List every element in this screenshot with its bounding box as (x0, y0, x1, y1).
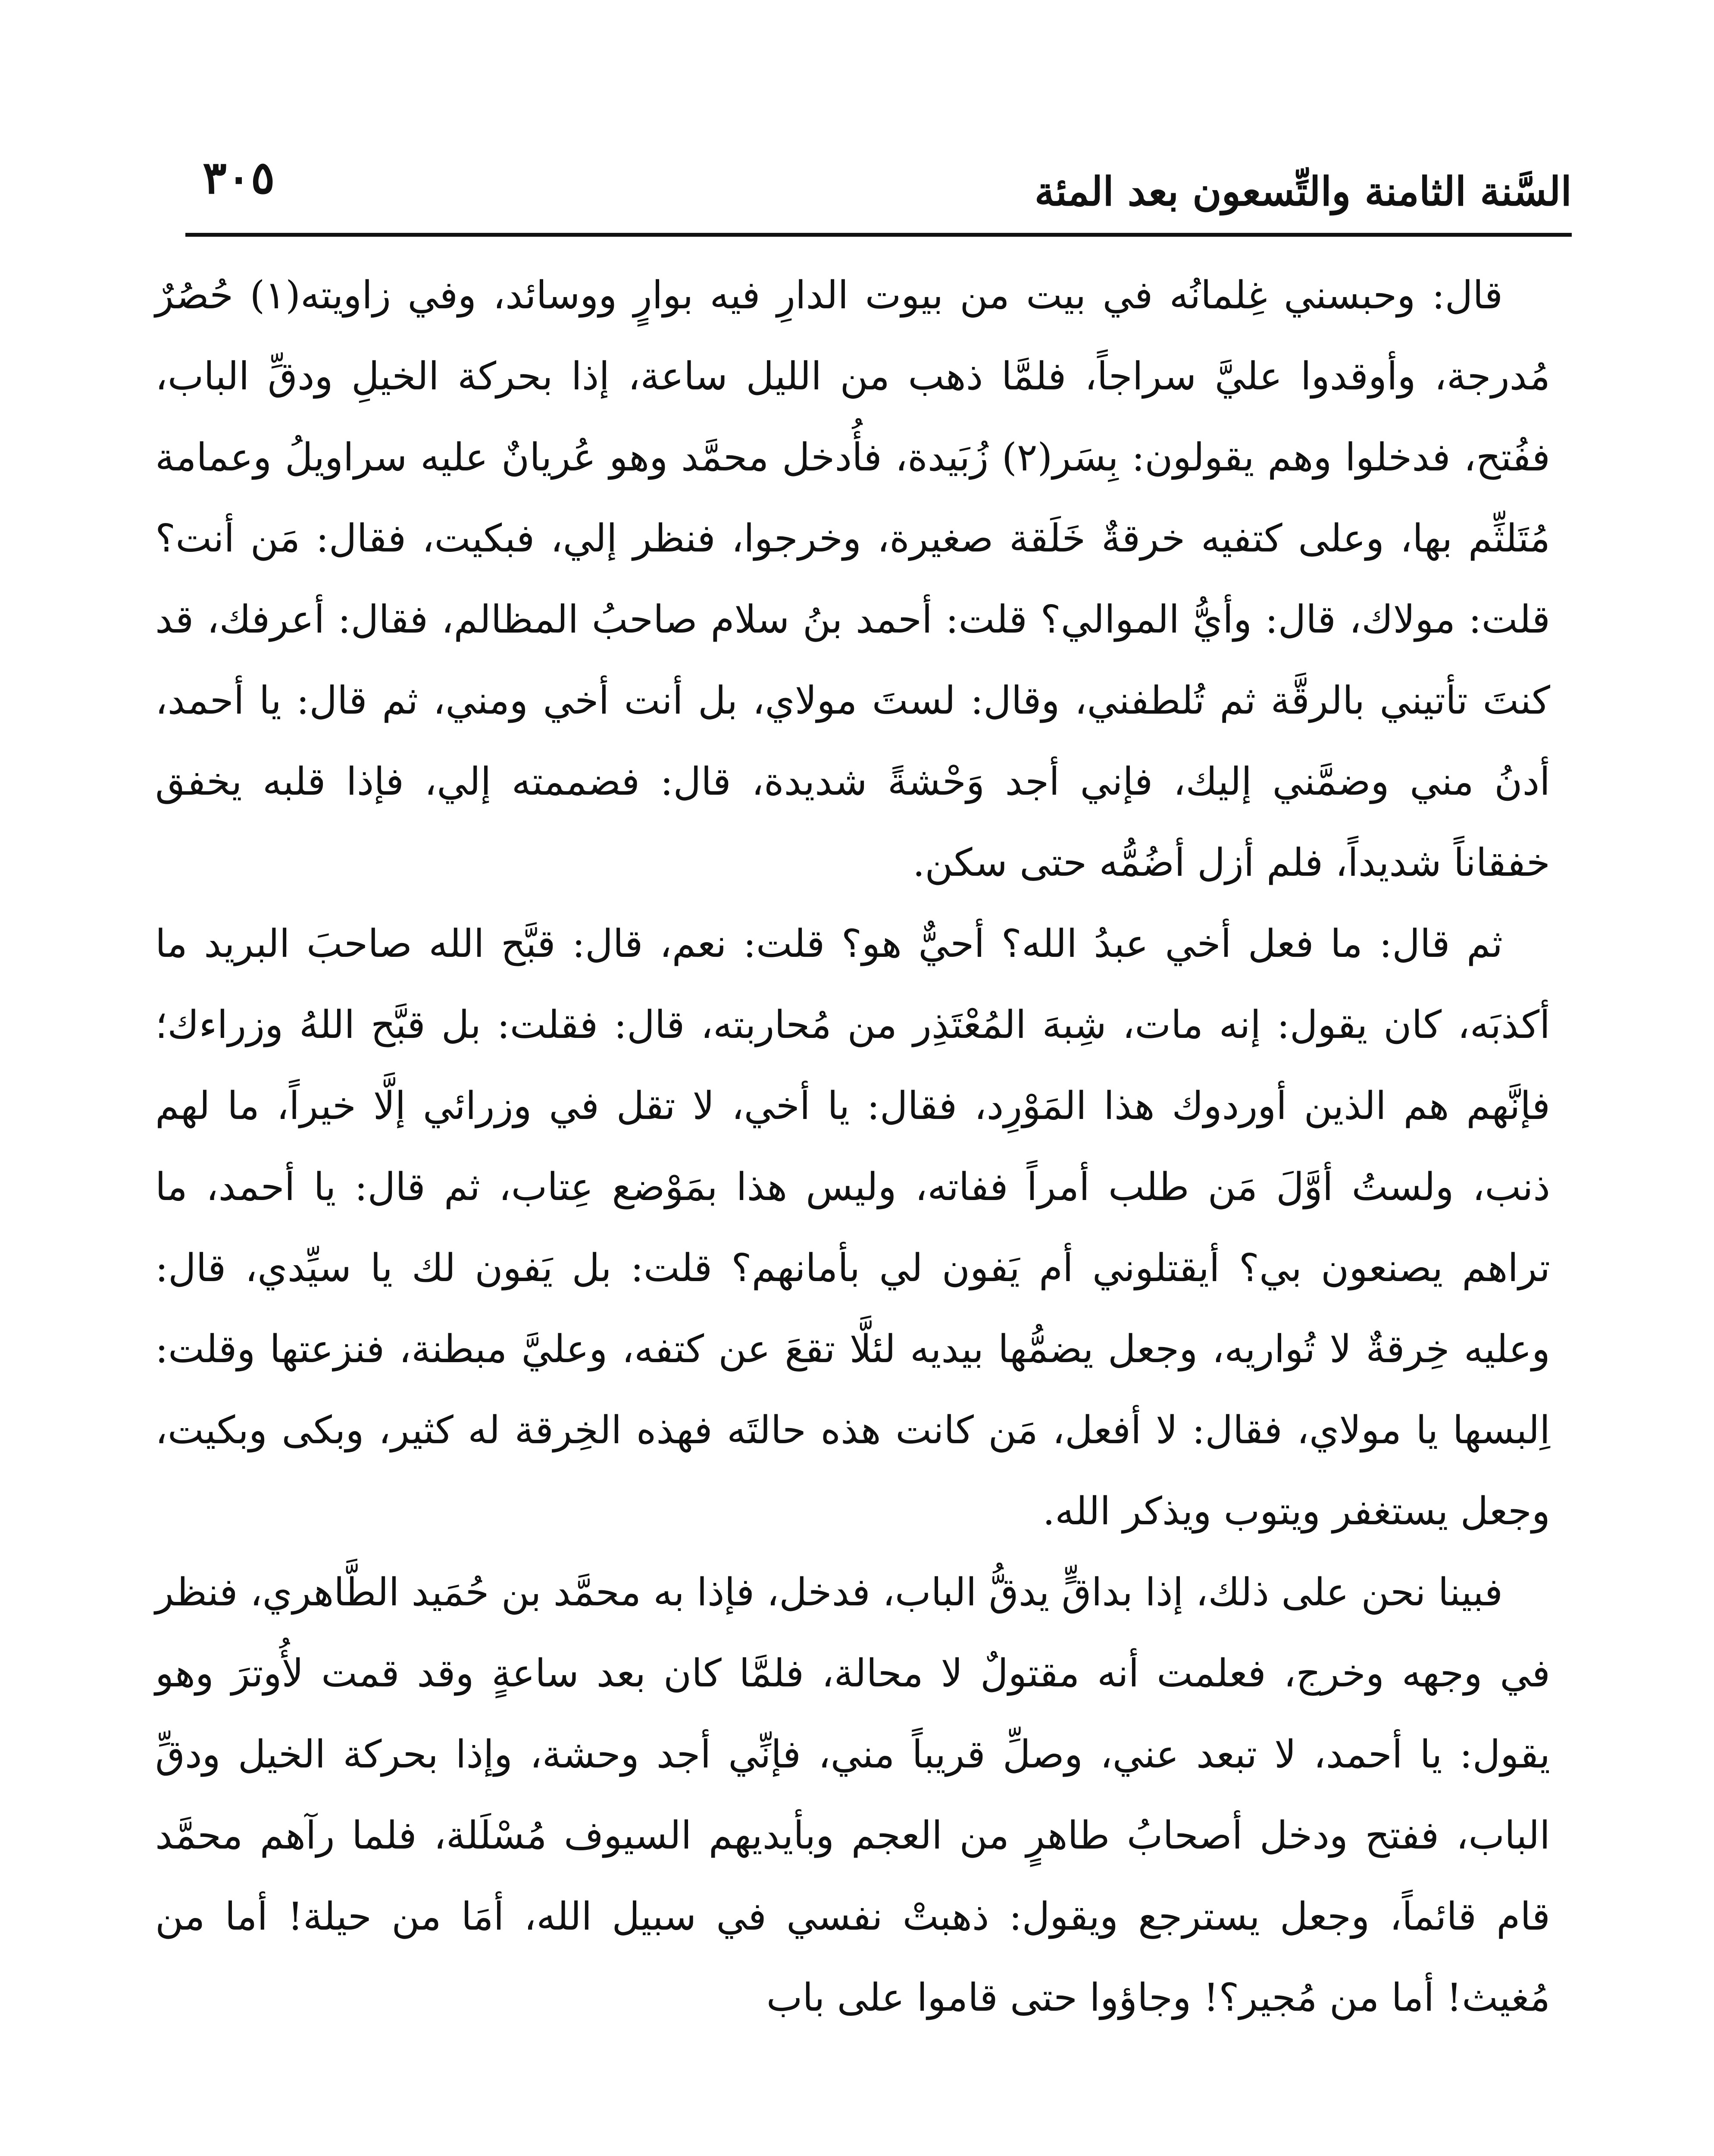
paragraph-3: فبينا نحن على ذلك، إذا بداقٍّ يدقُّ الباب، فدخل، فإذا به محمَّد بن حُمَيد الطَّاهري، فنظر في وجهه وخرج، فعلمت أنه مقتولٌ لا محالة، فلمَّا كان بعد ساعةٍ وقد قمت لأُوترَ وهو يقول: يا أحمد، لا تبعد عني، وصلِّ قريباً مني، فإنِّي أجد وحشة، وإذا بحركة الخيل ودقِّ الباب، ففتح ودخل أصحابُ طاهرٍ من العجم وبأيديهم السيوف مُسْلَلة، فلما رآهم محمَّد قام قائماً، وجعل يسترجع ويقول: ذهبتْ نفسي في سبيل الله، أمَا من حيلة! أما من مُغيث! أما من مُجير؟! وجاؤوا حتى قاموا على باب (155, 1570, 1550, 2020)
paragraph-1: قال: وحبسني غِلمانُه في بيت من بيوت الدارِ فيه بوارٍ ووسائد، وفي زاويته(١) حُصُرٌ مُدرجة، وأوقدوا عليَّ سراجاً، فلمَّا ذهب من الليل ساعة، إذا بحركة الخيلِ ودقِّ الباب، ففُتح، فدخلوا وهم يقولون: بِسَر(٢) زُبَيدة، فأُدخل محمَّد وهو عُريانٌ عليه سراويلُ وعمامة مُتَلثِّم بها، وعلى كتفيه خرقةٌ خَلَقة صغيرة، وخرجوا، فنظر إلي، فبكيت، فقال: مَن أنت؟ قلت: مولاك، قال: وأيُّ الموالي؟ قلت: أحمد بنُ سلام صاحبُ المظالم، فقال: أعرفك، قد كنتَ تأتيني بالرقَّة ثم تُلطفني، وقال: لستَ مولاي، بل أنت أخي ومني، ثم قال: يا أحمد، أدنُ مني وضمَّني إليك، فإني أجد وَحْشةً شديدة، قال: فضممته إلي، فإذا قلبه يخفق خفقاناً شديداً، فلم أزل أضُمُّه حتى سكن. (155, 273, 1550, 885)
running-title: السَّنة الثامنة والتِّسعون بعد المئة (1034, 168, 1572, 215)
main-text (155, 254, 1550, 2038)
page-number: ٣٠٥ (203, 151, 275, 204)
running-header (185, 142, 1572, 237)
header-rule (185, 233, 1572, 237)
paragraph-2: ثم قال: ما فعل أخي عبدُ الله؟ أحيٌّ هو؟ قلت: نعم، قال: قبَّح الله صاحبَ البريد ما أكذبَه، كان يقول: إنه مات، شِبهَ المُعْتَذِر من مُحاربته، قال: فقلت: بل قبَّح اللهُ وزراءك؛ فإنَّهم هم الذين أوردوك هذا المَوْرِد، فقال: يا أخي، لا تقل في وزرائي إلَّا خيراً، ما لهم ذنب، ولستُ أوَّلَ مَن طلب أمراً ففاته، وليس هذا بمَوْضع عِتاب، ثم قال: يا أحمد، ما تراهم يصنعون بي؟ أيقتلوني أم يَفون لي بأمانهم؟ قلت: بل يَفون لك يا سيِّدي، قال: وعليه خِرقةٌ لا تُواريه، وجعل يضمُّها بيديه لئلَّا تقعَ عن كتفه، وعليَّ مبطنة، فنزعتها وقلت: اِلبسها يا مولاي، فقال: لا أفعل، مَن كانت هذه حالتَه فهذه الخِرقة له كثير، وبكى وبكيت، وجعل يستغفر ويتوب ويذكر الله. (155, 921, 1550, 1533)
